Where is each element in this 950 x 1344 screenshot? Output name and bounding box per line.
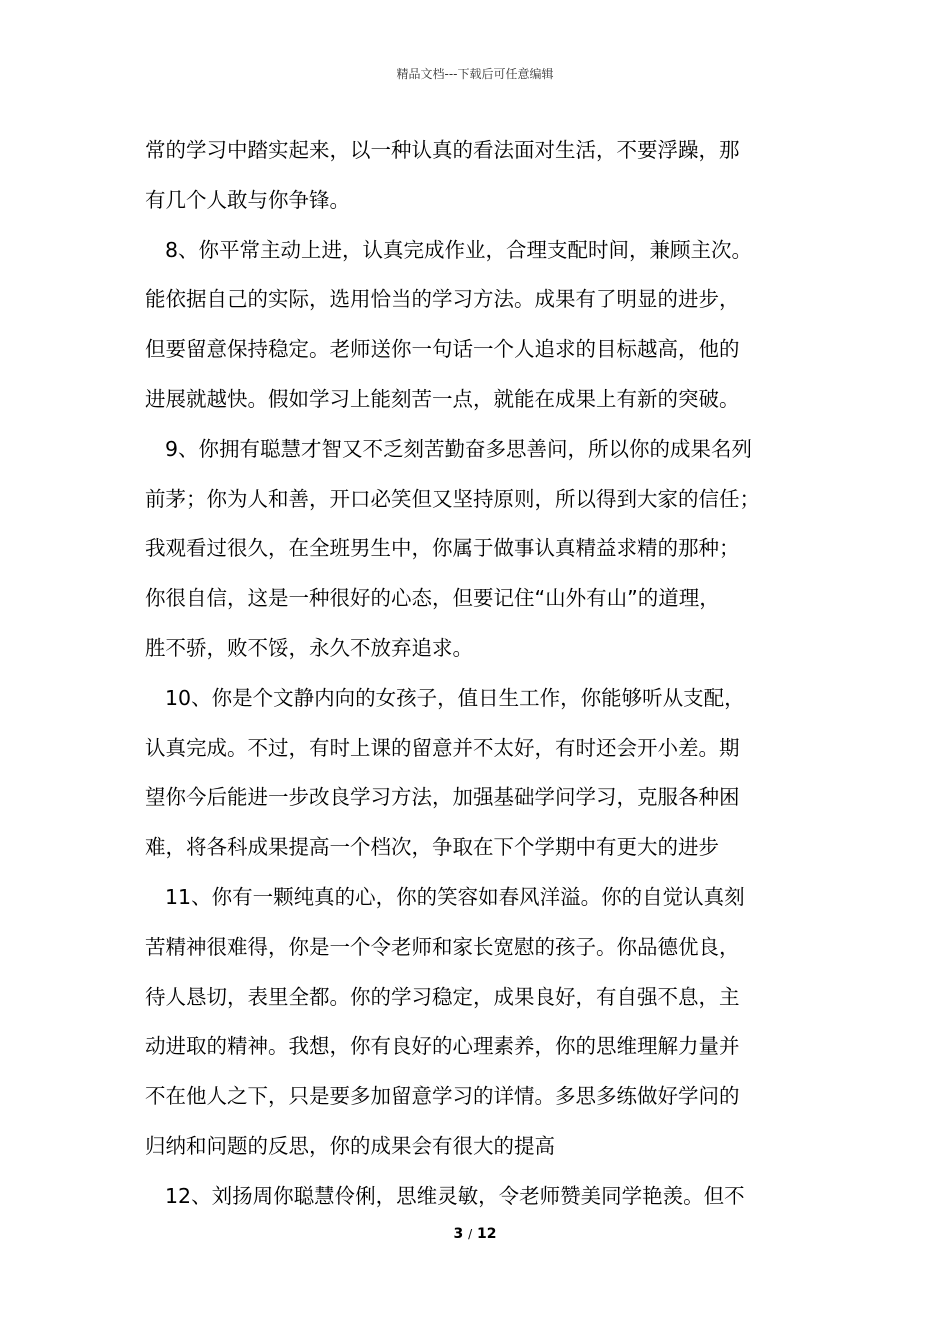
page-separator: / [468,1227,473,1241]
text-line: 进展就越快。假如学习上能刻苦一点，就能在成果上有新的突破。 [145,386,740,411]
text-line: 苦精神很难得，你是一个令老师和家长宽慰的孩子。你品德优良， [145,934,740,959]
text-line: 认真完成。不过，有时上课的留意并不太好，有时还会开小差。期 [145,735,740,760]
text-line: 动进取的精神。我想，你有良好的心理素养，你的思维理解力量并 [145,1034,740,1059]
current-page-number: 3 [453,1226,464,1242]
text-line: 待人恳切，表里全都。你的学习稳定，成果良好，有自强不息，主 [145,984,740,1009]
paragraph-start-line: 10、你是个文静内向的女孩子，值日生工作，你能够听从支配， [165,685,745,710]
text-line: 胜不骄，败不馁，永久不放弃追求。 [145,635,473,660]
text-line: 望你今后能进一步改良学习方法，加强基础学问学习，克服各种困 [145,785,740,810]
paragraph-start-line: 8、你平常主动上进，认真完成作业，合理支配时间，兼顾主次。 [165,237,753,262]
text-line: 归纳和问题的反思，你的成果会有很大的提高 [145,1133,555,1158]
text-line: 不在他人之下，只是要多加留意学习的详情。多思多练做好学问的 [145,1084,740,1109]
text-line: 前茅；你为人和善，开口必笑但又坚持原则，所以得到大家的信任； [145,486,760,511]
paragraph-start-line: 11、你有一颗纯真的心，你的笑容如春风洋溢。你的自觉认真刻 [165,884,745,909]
paragraph-start-line: 9、你拥有聪慧才智又不乏刻苦勤奋多思善问，所以你的成果名列 [165,436,753,461]
text-line: 难，将各科成果提高一个档次，争取在下个学期中有更大的进步 [145,835,719,860]
text-line: 我观看过很久，在全班男生中，你属于做事认真精益求精的那种； [145,536,740,561]
total-pages-number: 12 [477,1226,497,1242]
text-line: 有几个人敢与你争锋。 [145,187,350,212]
text-line: 常的学习中踏实起来，以一种认真的看法面对生活，不要浮躁，那 [145,138,740,162]
text-line: 你很自信，这是一种很好的心态，但要记住“山外有山”的道理， [145,586,720,611]
page-header: 精品文档---下载后可任意编辑 [396,67,554,81]
page-number [0,1224,950,1244]
paragraph-start-line: 12、刘扬周你聪慧伶俐，思维灵敏，令老师赞美同学艳羡。但不 [165,1183,745,1208]
document-body [145,126,825,1222]
text-line: 但要留意保持稳定。老师送你一句话一个人追求的目标越高，他的 [145,337,740,362]
text-line: 能依据自己的实际，选用恰当的学习方法。成果有了明显的进步， [145,287,740,312]
